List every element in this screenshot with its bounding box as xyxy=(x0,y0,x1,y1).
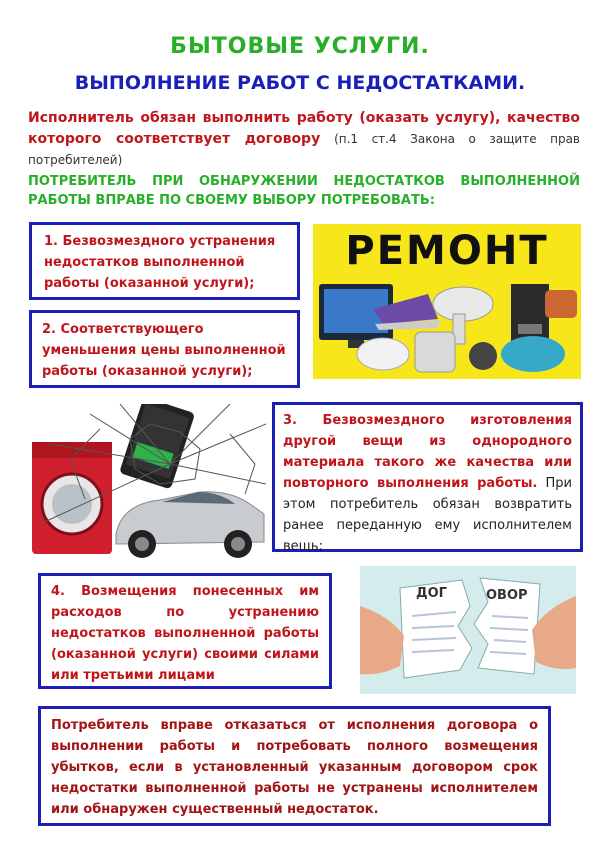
page-title: БЫТОВЫЕ УСЛУГИ. xyxy=(170,34,430,59)
intro-reference: (п.1 ст.4 Закона о защите прав потребителей) xyxy=(28,132,581,167)
right-item-1-text: 1. Безвозмездного устранения недостатков выполненной работы (оказанной услуги); xyxy=(44,234,276,291)
rights-heading: ПОТРЕБИТЕЛЬ ПРИ ОБНАРУЖЕНИИ НЕДОСТАТКОВ ВЫПОЛНЕННОЙ РАБОТЫ ВПРАВЕ ПО СВОЕМУ ВЫБОРУ ПОТРЕБОВАТЬ: xyxy=(28,174,580,208)
page-subtitle: ВЫПОЛНЕНИЕ РАБОТ С НЕДОСТАТКАМИ. xyxy=(74,72,526,94)
repair-label: РЕМОНТ xyxy=(345,228,549,274)
right-item-4-text: 4. Возмещения понесенных им расходов по устранению недостатков выполненной работы (оказанной услуги) своими силами или третьими лицами xyxy=(51,584,319,683)
conclusion-text: Потребитель вправе отказаться от исполнения договора о выполнении работы и потребовать полного возмещения убытков, если в установленный указанным договором срок недостатки выполненной работы не устранены исполнителем или обнаружен существенный недостаток. xyxy=(51,718,538,817)
broken-items-image xyxy=(30,404,266,564)
contract-left-text: ДОГ xyxy=(416,586,447,601)
torn-contract-image xyxy=(360,566,576,694)
contract-right-text: ОВОР xyxy=(486,588,528,603)
right-item-3-plain: При этом потребитель обязан возвратить ранее переданную ему исполнителем вещь; xyxy=(283,476,572,554)
appliances-image xyxy=(313,224,581,379)
repair-illustration xyxy=(313,224,581,379)
right-item-3 xyxy=(272,402,583,552)
conclusion-box xyxy=(38,706,551,826)
right-item-2-text: 2. Соответствующего уменьшения цены выполненной работы (оказанной услуги); xyxy=(42,322,286,379)
right-item-2 xyxy=(29,310,300,388)
right-item-1 xyxy=(29,222,300,300)
torn-contract-illustration xyxy=(360,566,576,694)
intro-paragraph xyxy=(28,108,580,171)
right-item-3-bold: 3. Безвозмездного изготовления другой вещи из однородного материала такого же качества или повторного выполнения работы. xyxy=(283,413,572,491)
right-item-4 xyxy=(38,573,332,689)
broken-items-illustration xyxy=(30,404,266,564)
intro-emphasis: Исполнитель обязан выполнить работу (оказать услугу), качество которого соответствует договору xyxy=(28,110,580,147)
